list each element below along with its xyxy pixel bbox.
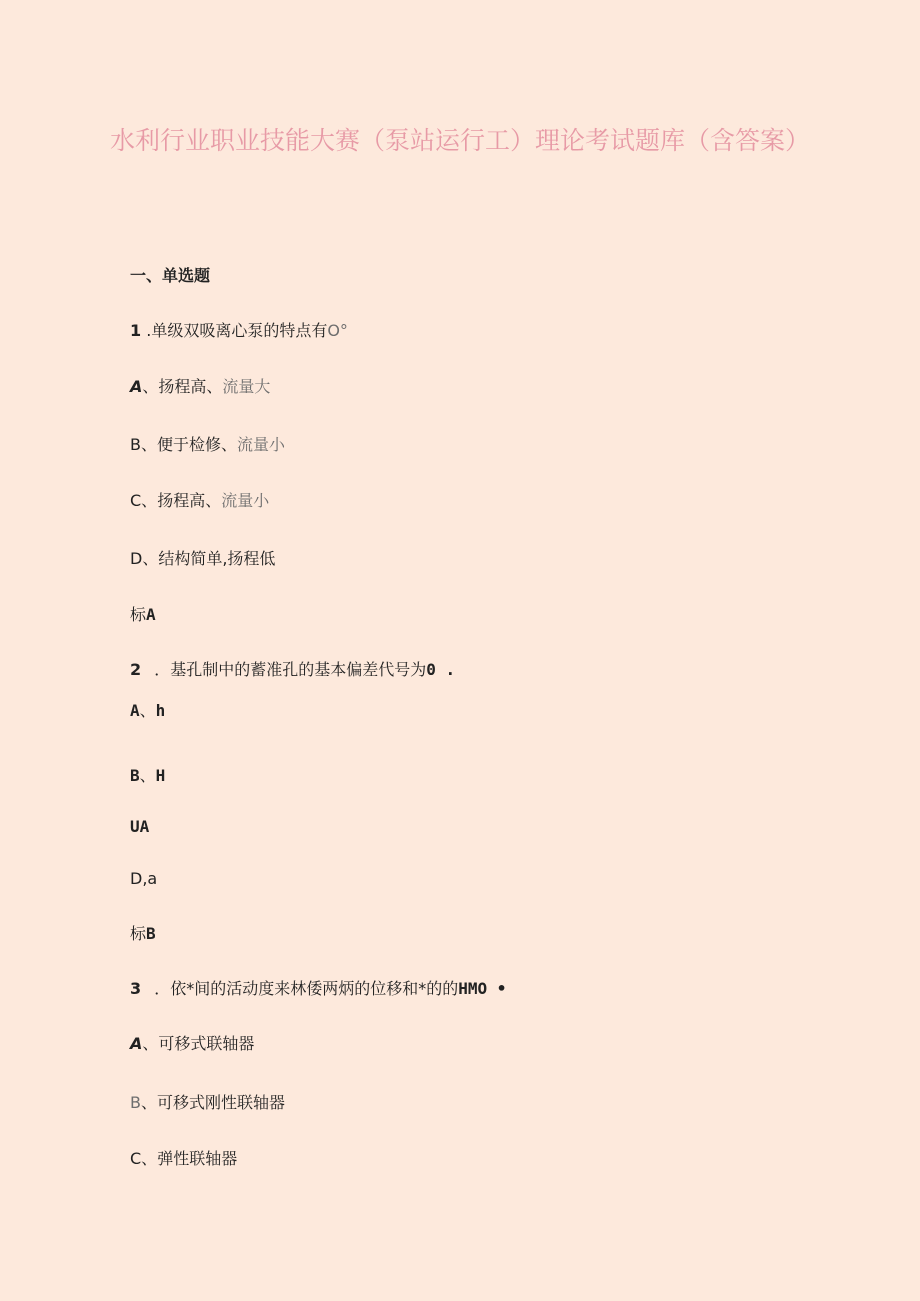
question-2-option-c bbox=[130, 816, 149, 838]
question-number: 3 bbox=[130, 979, 142, 998]
option-key: B bbox=[130, 435, 141, 454]
option-text: 可移式联轴器 bbox=[158, 1034, 255, 1053]
question-2-option-d bbox=[130, 868, 157, 890]
option-key: B bbox=[130, 766, 140, 785]
option-text: 扬程高、 bbox=[157, 491, 222, 510]
question-2-option-a bbox=[130, 700, 165, 722]
option-text: 可移式刚性联轴器 bbox=[157, 1093, 286, 1112]
document-title: 水利行业职业技能大赛（泵站运行工）理论考试题库（含答案） bbox=[110, 126, 811, 155]
question-3-option-b bbox=[130, 1092, 285, 1114]
option-text-tail: 流量大 bbox=[222, 377, 271, 396]
question-text: .单级双吸离心泵的特点有 bbox=[146, 321, 328, 340]
question-2-answer bbox=[130, 923, 156, 945]
option-text: 便于检修、 bbox=[157, 435, 238, 454]
question-2-option-b bbox=[130, 765, 165, 787]
option-sep: 、 bbox=[140, 435, 157, 454]
option-key: A bbox=[130, 377, 143, 396]
question-2-stem bbox=[130, 659, 455, 681]
option-key: A bbox=[130, 1034, 143, 1053]
option-sep: 、 bbox=[139, 766, 156, 785]
option-sep: 、 bbox=[142, 549, 159, 568]
question-number: 2 bbox=[130, 660, 142, 679]
question-1-option-c bbox=[130, 490, 269, 512]
option-key: C bbox=[130, 1149, 142, 1168]
option-text: h bbox=[155, 701, 166, 720]
option-sep: 、 bbox=[139, 701, 156, 720]
question-3-option-c bbox=[130, 1148, 237, 1170]
question-1-option-b bbox=[130, 434, 285, 456]
answer-value: B bbox=[146, 924, 156, 943]
option-key: D bbox=[130, 549, 143, 568]
option-key: A bbox=[130, 701, 140, 720]
option-text: 扬程高、 bbox=[158, 377, 223, 396]
option-sep: 、 bbox=[141, 1149, 158, 1168]
question-1-option-d bbox=[130, 548, 275, 570]
option-key: B bbox=[130, 1093, 141, 1112]
option-text: 弹性联轴器 bbox=[157, 1149, 238, 1168]
answer-label: 标 bbox=[130, 924, 147, 943]
answer-value: A bbox=[146, 605, 156, 624]
option-sep: 、 bbox=[141, 491, 158, 510]
section-heading: 一、单选题 bbox=[130, 266, 211, 285]
option-key: D,a bbox=[130, 869, 158, 888]
question-tail: HMO • bbox=[458, 979, 507, 998]
question-1-stem bbox=[130, 320, 348, 342]
question-tail: O° bbox=[327, 321, 348, 340]
option-sep: 、 bbox=[142, 1034, 159, 1053]
question-3-option-a bbox=[130, 1033, 254, 1055]
question-text: ．基孔制中的蓄准孔的基本偏差代号为 bbox=[154, 660, 427, 679]
question-3-stem bbox=[130, 978, 506, 1000]
question-number: 1 bbox=[130, 321, 142, 340]
question-1-option-a bbox=[130, 376, 270, 398]
question-tail: 0 . bbox=[426, 660, 456, 679]
question-text: ．依*间的活动度来林倭两炳的位移和*的的 bbox=[154, 979, 459, 998]
option-key: C bbox=[130, 491, 142, 510]
option-text: 结构简单,扬程低 bbox=[158, 549, 276, 568]
answer-label: 标 bbox=[130, 605, 147, 624]
option-sep: 、 bbox=[140, 1093, 157, 1112]
option-text: H bbox=[155, 766, 166, 785]
option-sep: 、 bbox=[142, 377, 159, 396]
option-text-tail: 流量小 bbox=[221, 491, 270, 510]
option-key: UA bbox=[130, 817, 150, 836]
question-1-answer bbox=[130, 604, 156, 626]
option-text-tail: 流量小 bbox=[237, 435, 286, 454]
